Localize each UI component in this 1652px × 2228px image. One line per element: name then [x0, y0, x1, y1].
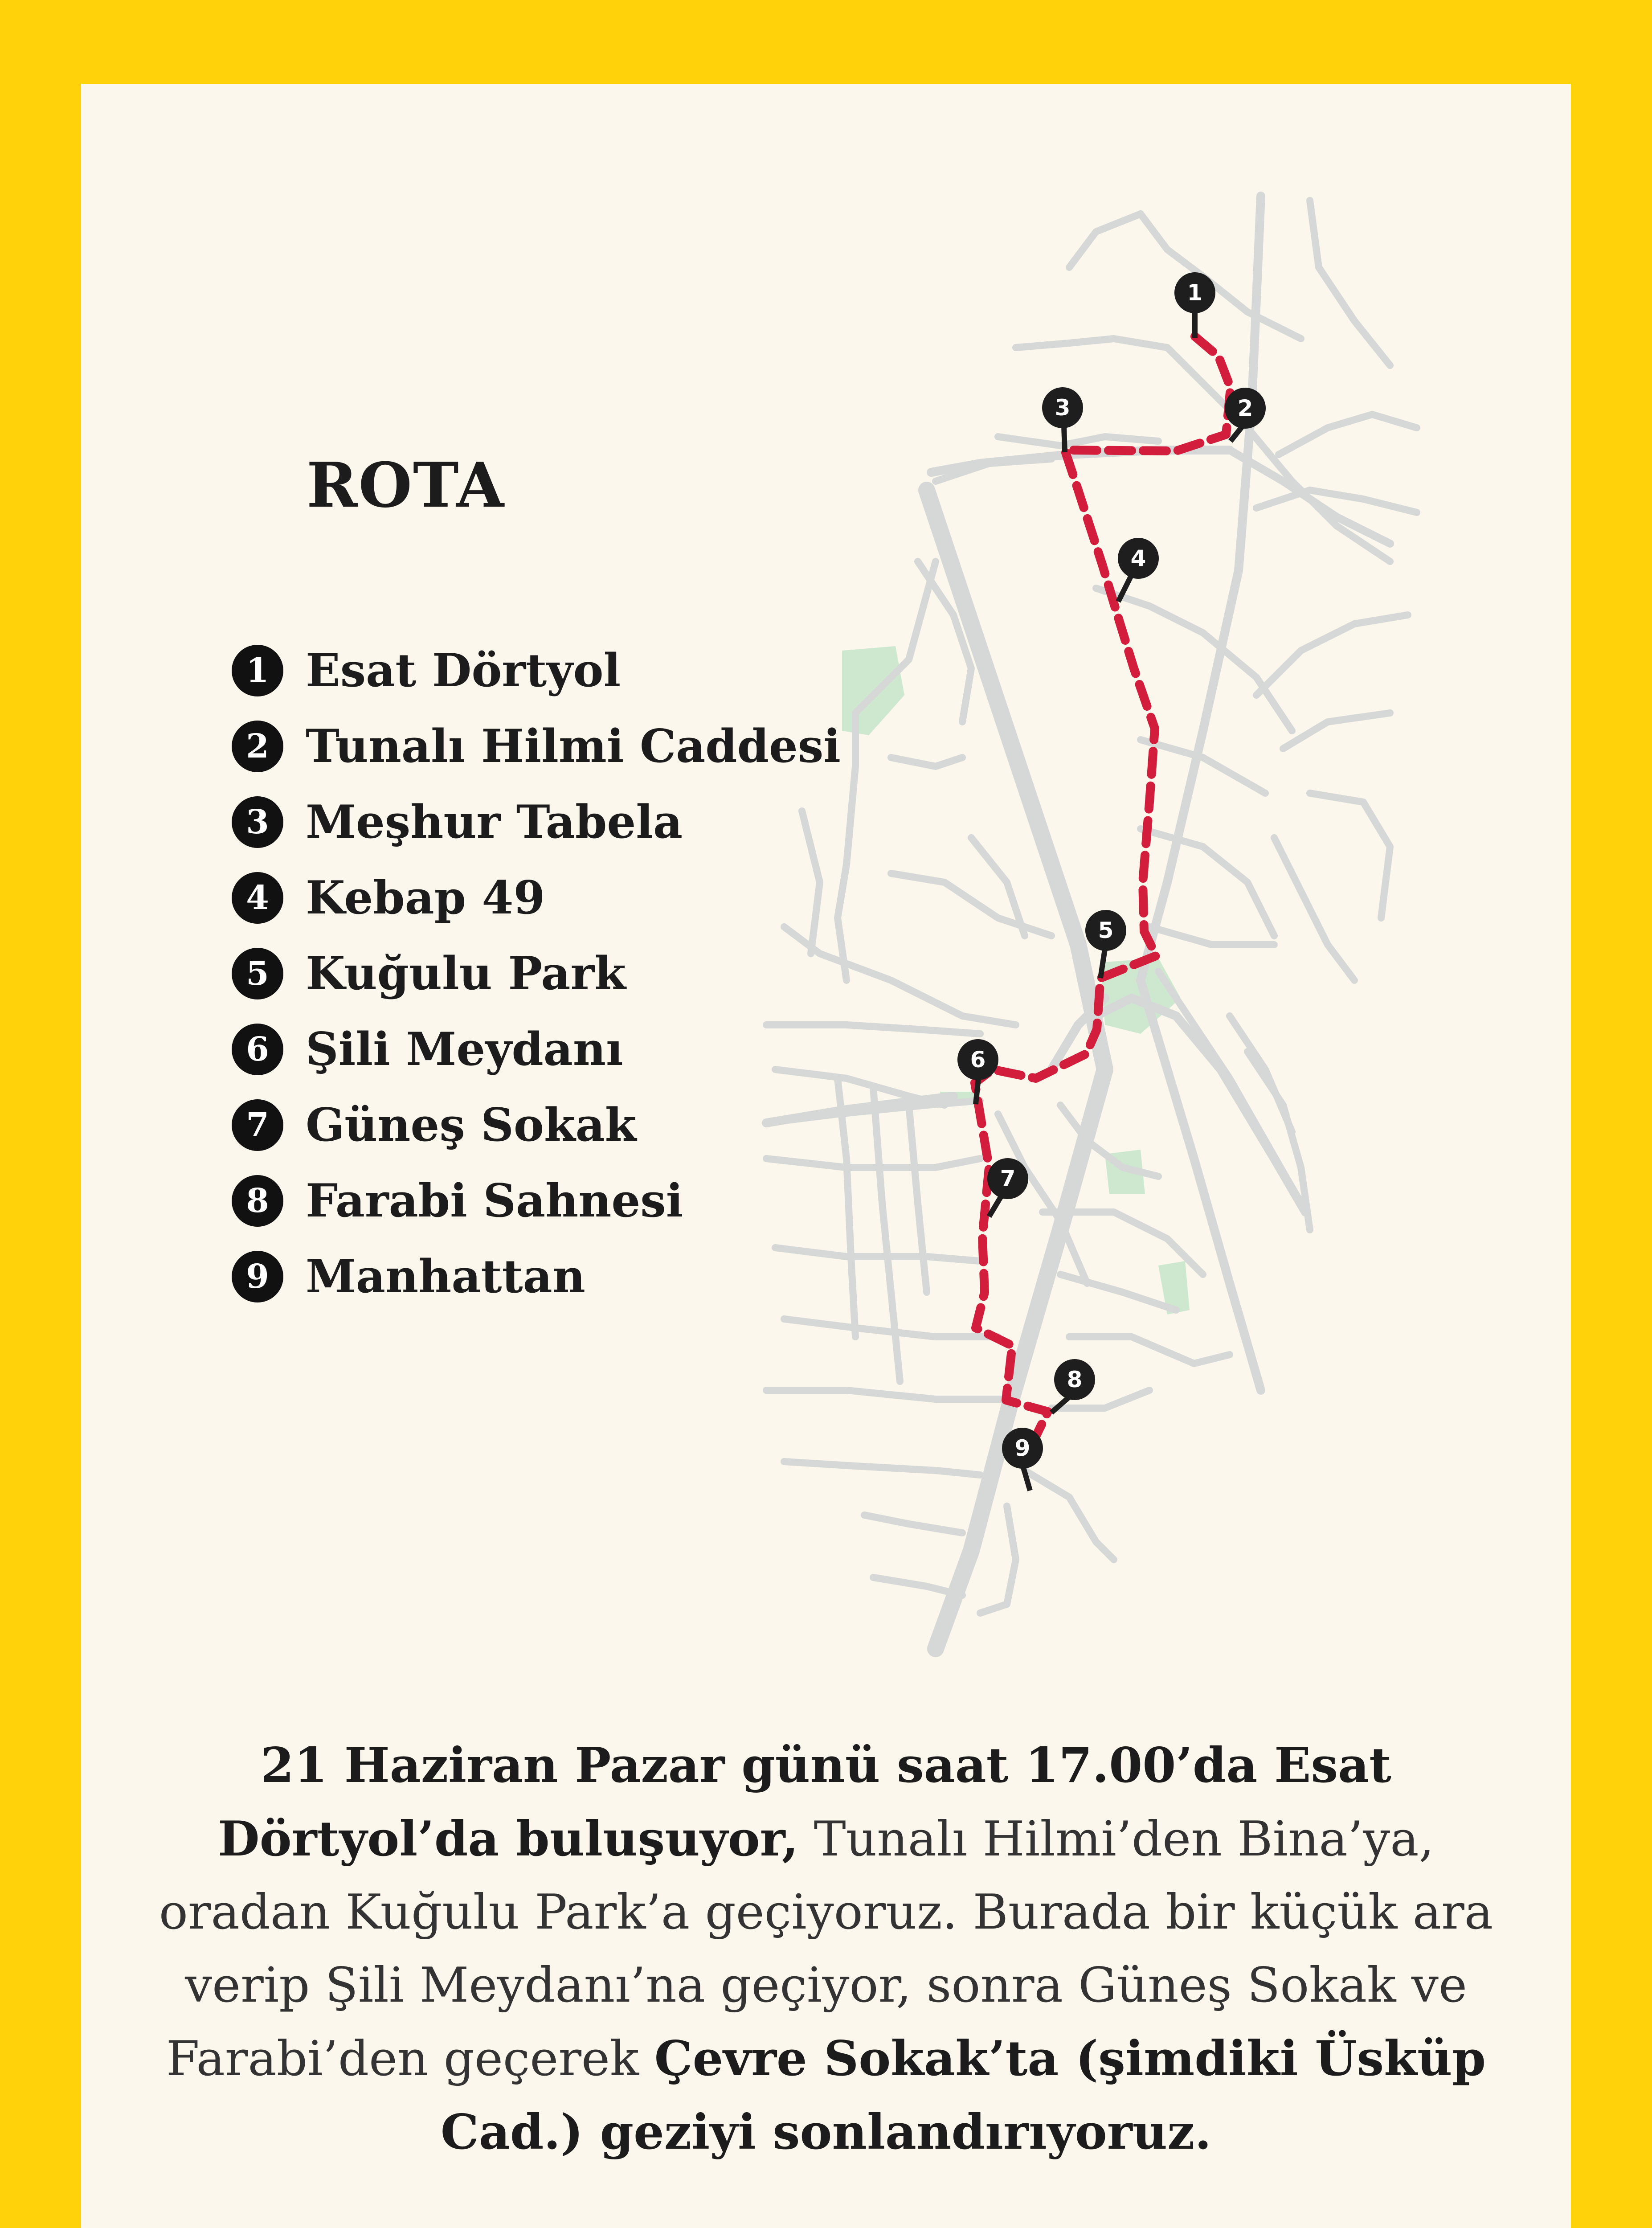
route-stop [232, 633, 841, 709]
stop-number-badge: 8 [232, 1175, 283, 1227]
stop-label: Farabi Sahnesi [306, 1174, 683, 1228]
event-description [134, 1729, 1518, 2169]
route-stop [232, 1239, 841, 1315]
description-bold-lead: 21 Haziran Pazar günü saat 17.00’da Esat Dörtyol’da buluşuyor, [217, 1737, 1392, 1867]
route-stop [232, 1012, 841, 1087]
route-title: ROTA [307, 449, 505, 521]
svg-text:8: 8 [1067, 1367, 1083, 1392]
stop-label: Kebap 49 [306, 871, 545, 925]
route-stop [232, 1163, 841, 1239]
route-stop [232, 1087, 841, 1163]
route-stop-list [232, 633, 841, 1315]
stop-number-badge: 9 [232, 1251, 283, 1302]
stop-number-badge: 6 [232, 1024, 283, 1075]
svg-text:2: 2 [1237, 395, 1253, 421]
stop-label: Manhattan [306, 1250, 585, 1303]
stop-label: Esat Dörtyol [306, 644, 621, 697]
svg-text:4: 4 [1130, 545, 1146, 571]
map-pin-icon-7 [987, 1158, 1028, 1216]
stop-number-badge: 1 [232, 645, 283, 696]
stop-label: Şili Meydanı [306, 1023, 623, 1076]
stop-number-badge: 3 [232, 796, 283, 848]
stop-number-badge: 7 [232, 1099, 283, 1151]
stop-number-badge: 2 [232, 721, 283, 772]
street-network [766, 201, 1417, 1613]
stop-label: Tunalı Hilmi Caddesi [306, 720, 841, 773]
route-stop [232, 709, 841, 784]
map-pin-icon-1 [1174, 272, 1215, 338]
svg-text:3: 3 [1055, 395, 1071, 421]
svg-text:5: 5 [1098, 917, 1114, 943]
description-bold-end: Çevre Sokak’ta (şimdiki Üsküp Cad.) geziyi sonlandırıyoruz. [440, 2031, 1486, 2160]
description-body: Tunalı Hilmi’den Bina’ya, oradan Kuğulu Park’a geçiyoruz. Burada bir küçük ara verip Şili Meydanı’na geçiyor, sonra Güneş Sokak ve Farabi’den geçerek [159, 1811, 1493, 2087]
svg-text:6: 6 [970, 1047, 986, 1073]
stop-number-badge: 5 [232, 948, 283, 999]
stop-label: Kuğulu Park [306, 947, 626, 1000]
route-stop [232, 784, 841, 860]
stop-label: Meşhur Tabela [306, 795, 683, 849]
route-stop [232, 860, 841, 936]
svg-text:9: 9 [1014, 1435, 1030, 1461]
map-pin-number: 1 [1187, 280, 1203, 306]
map-pin-icon-4 [1118, 538, 1159, 602]
svg-text:7: 7 [1000, 1166, 1016, 1192]
route-stop [232, 936, 841, 1012]
stop-number-badge: 4 [232, 872, 283, 924]
stop-label: Güneş Sokak [306, 1098, 637, 1152]
